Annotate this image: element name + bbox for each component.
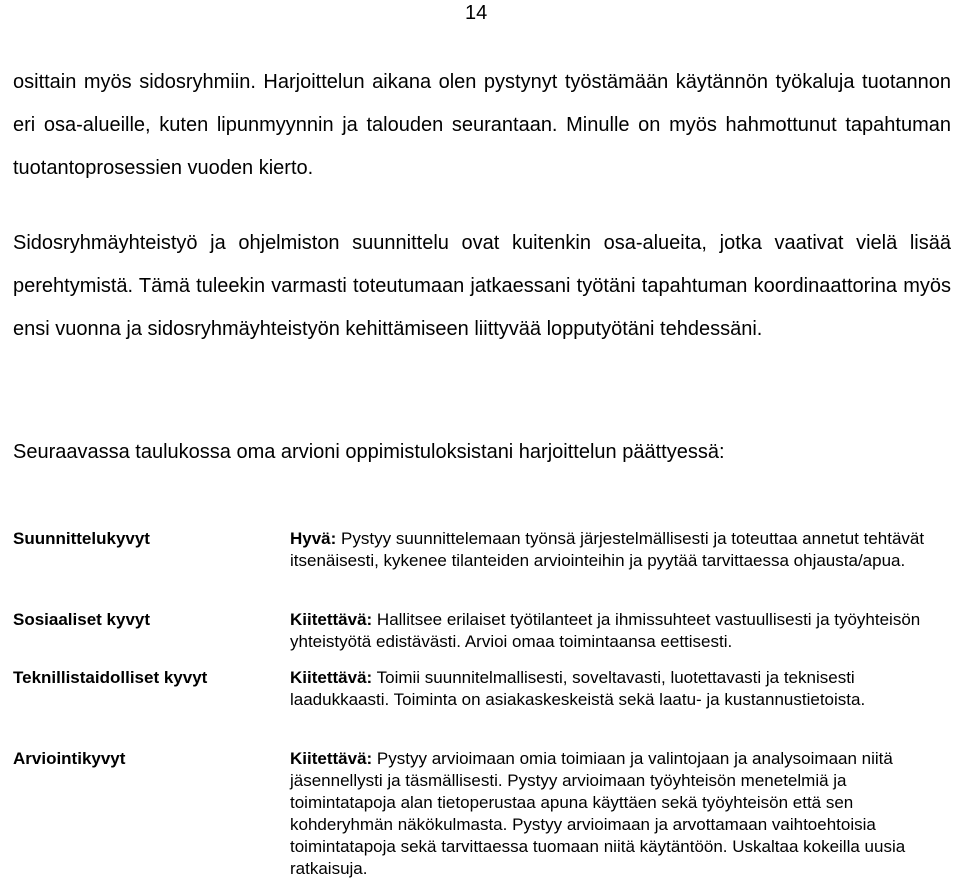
paragraph-table-intro: Seuraavassa taulukossa oma arvioni oppimistuloksistani harjoittelun päättyessä: (13, 441, 725, 463)
row-description (290, 667, 950, 711)
paragraph-development: Sidosryhmäyhteistyö ja ohjelmiston suunnittelu ovat kuitenkin osa-alueita, jotka vaativat vielä lisää perehtymistä. Tämä tuleekin varmasti toteutumaan jatkaessani työtäni tapahtuman koordinaattorina myös ensi vuonna ja sidosryhmäyhteistyön kehittämiseen liittyvää lopputyötäni tehdessäni. (13, 232, 951, 340)
grade-label: Kiitettävä: (290, 749, 373, 768)
row-description (290, 748, 950, 880)
row-label: Arviointikyvyt (13, 749, 126, 768)
paragraph-intro: osittain myös sidosryhmiin. Harjoittelun aikana olen pystynyt työstämään käytännön työkaluja tuotannon eri osa-alueille, kuten lipunmyynnin ja talouden seurantaan. Minulle on myös hahmottunut tapahtuman tuotantoprosessien vuoden kierto. (13, 71, 951, 179)
description-text: Toimii suunnitelmallisesti, soveltavasti, luotettavasti ja teknisesti laadukkaasti. Toiminta on asiakaskeskeistä sekä laatu- ja kustannustietoista. (290, 668, 866, 709)
row-description (290, 528, 950, 572)
description-text: Pystyy arvioimaan omia toimiaan ja valintojaan ja analysoimaan niitä jäsennellysti ja täsmällisesti. Pystyy arvioimaan työyhteisön menetelmiä ja toimintatapoja alan tietoperustaa apuna käyttäen sekä työyhteisön että sen kohderyhmän näkökulmasta. Pystyy arvioimaan ja arvottamaan vaihtoehtoisia toimintatapoja sekä tarvittaessa tuomaan niitä käytäntöön. Uskaltaa kokeilla uusia ratkaisuja. (290, 749, 906, 878)
grade-label: Hyvä: (290, 529, 337, 548)
row-description (290, 609, 950, 653)
row-label: Sosiaaliset kyvyt (13, 610, 151, 629)
page-number: 14 (465, 2, 488, 24)
row-label: Teknillistaidolliset kyvyt (13, 668, 208, 687)
grade-label: Kiitettävä: (290, 668, 373, 687)
description-text: Hallitsee erilaiset työtilanteet ja ihmissuhteet vastuullisesti ja työyhteisön yhteistyötä edistävästi. Arvioi omaa toimintaansa eettisesti. (290, 610, 921, 651)
description-text: Pystyy suunnittelemaan työnsä järjestelmällisesti ja toteuttaa annetut tehtävät itsenäisesti, kykenee tilanteiden arviointeihin ja pyytää tarvittaessa ohjausta/apua. (290, 529, 925, 570)
row-label: Suunnittelukyvyt (13, 529, 150, 548)
grade-label: Kiitettävä: (290, 610, 373, 629)
